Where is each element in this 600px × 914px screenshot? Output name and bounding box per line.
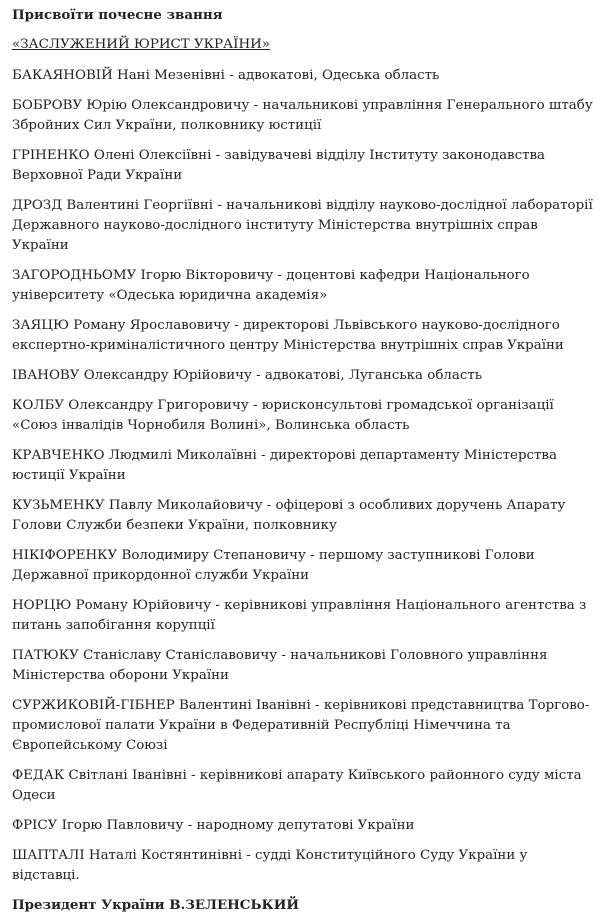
awardee-entry: ФРІСУ Ігорю Павловичу - народному депутатові України (12, 818, 415, 833)
awardee-entry: КРАВЧЕНКО Людмилі Миколаївні - директорові департаменту Міністерства юстиції України (12, 448, 557, 483)
honorary-title: «ЗАСЛУЖЕНИЙ ЮРИСТ УКРАЇНИ» (12, 37, 271, 52)
awardee-entry: БОБРОВУ Юрію Олександровичу - начальникові управління Генерального штабу Збройних Сил України, полковнику юстиції (12, 98, 593, 133)
awardee-entry: ЗАЯЦЮ Роману Ярославовичу - директорові Львівського науково-дослідного експертно-криміналістичного центру Міністерства внутрішніх справ України (12, 318, 564, 353)
awardee-entry: НІКІФОРЕНКУ Володимиру Степановичу - першому заступникові Голови Державної прикордонної служби України (12, 548, 535, 583)
awardee-entry: ГРІНЕНКО Олені Олексіївні - завідувачеві відділу Інституту законодавства Верховної Ради України (12, 148, 546, 183)
awardee-entry: КУЗЬМЕНКУ Павлу Миколайовичу - офіцерові з особливих доручень Апарату Голови Служби безпеки України, полковнику (12, 498, 566, 533)
awardee-entry: ШАПТАЛІ Наталі Костянтинівні - судді Конституційного Суду України у відставці. (12, 848, 528, 883)
awardee-entry: ЗАГОРОДНЬОМУ Ігорю Вікторовичу - доцентові кафедри Національного університету «Одеська юридична академія» (12, 268, 530, 303)
awardee-entry: ДРОЗД Валентині Георгіївні - начальникові відділу науково-дослідної лабораторії Державного науково-дослідного інституту Міністерства внутрішніх справ України (12, 198, 593, 253)
awardee-entry: БАКАЯНОВІЙ Нані Мезенівні - адвокатові, Одеська область (12, 68, 440, 83)
president-signature: Президент України В.ЗЕЛЕНСЬКИЙ (12, 897, 300, 913)
awardee-entry: ФЕДАК Світлані Іванівні - керівникові апарату Київського районного суду міста Одеси (12, 768, 582, 803)
awardee-entry: ІВАНОВУ Олександру Юрійовичу - адвокатові, Луганська область (12, 368, 483, 383)
awardee-entry: СУРЖИКОВІЙ-ГІБНЕР Валентині Іванівні - керівникові представництва Торгово-промислової палати України в Федеративній Республіці Німеччина та Європейському Союзі (12, 698, 590, 753)
awardee-entry: КОЛБУ Олександру Григоровичу - юрисконсультові громадської організації «Союз інвалідів Чорнобиля Волині», Волинська область (12, 398, 554, 433)
awardee-entry: ПАТЮКУ Станіславу Станіславовичу - начальникові Головного управління Міністерства оборони України (12, 648, 548, 683)
awardee-entry: НОРЦЮ Роману Юрійовичу - керівникові управління Національного агентства з питань запобігання корупції (12, 598, 587, 633)
decree-heading: Присвоїти почесне звання (12, 7, 223, 23)
